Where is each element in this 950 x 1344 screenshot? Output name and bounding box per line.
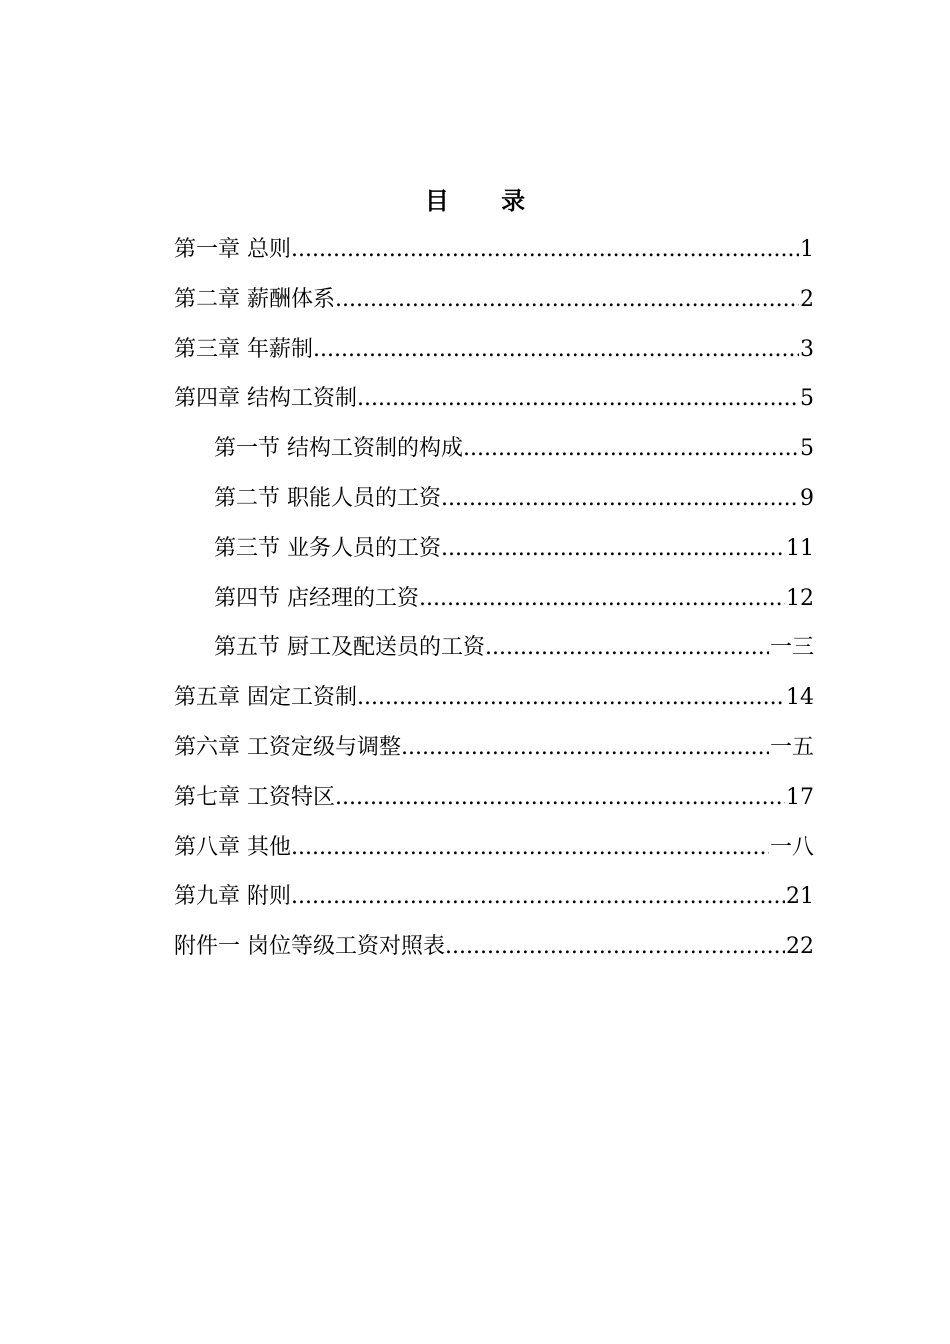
toc-entry[interactable]: [174, 581, 814, 631]
toc-entry[interactable]: [174, 332, 814, 382]
toc-entry-text: 第七章 工资特区: [174, 784, 335, 810]
toc-dot-leader: [291, 879, 785, 915]
toc-entry[interactable]: [174, 531, 814, 581]
toc-entry-text: 第四章 结构工资制: [174, 386, 357, 412]
toc-entry-text: 第二章 薪酬体系: [174, 286, 335, 312]
toc-entry-text: 附件一 岗位等级工资对照表: [174, 934, 445, 960]
toc-entry-text: 第一章 总则: [174, 237, 291, 262]
toc-dot-leader: [335, 282, 799, 318]
toc-page-number: 11: [786, 535, 814, 561]
toc-entry[interactable]: [174, 879, 814, 929]
toc-dot-leader: [485, 630, 769, 666]
toc-page-number: 一五: [769, 734, 814, 760]
toc-dot-leader: [335, 780, 785, 816]
toc-entry[interactable]: [174, 780, 814, 830]
toc-dot-leader: [463, 431, 799, 467]
toc-page-number: 22: [786, 934, 814, 960]
toc-page-number: 2: [800, 286, 814, 312]
toc-dot-leader: [357, 680, 785, 716]
toc-entry[interactable]: [174, 680, 814, 730]
toc-page-number: 3: [800, 336, 814, 362]
toc-page-number: 21: [786, 884, 814, 910]
toc-entry[interactable]: [174, 830, 814, 880]
toc-entry[interactable]: [174, 431, 814, 481]
toc-entry-text: 第二节 职能人员的工资: [214, 485, 441, 511]
toc-entry-text: 第八章 其他: [174, 834, 291, 860]
toc-page-number: 5: [800, 386, 814, 412]
toc-page-number: 一三: [769, 635, 814, 661]
toc-entry[interactable]: [174, 929, 814, 979]
toc-dot-leader: [419, 581, 785, 617]
toc-dot-leader: [441, 531, 785, 567]
toc-entry[interactable]: [174, 481, 814, 531]
toc-entry[interactable]: [174, 232, 814, 282]
toc-page-number: 9: [800, 485, 814, 511]
toc-entry-text: 第五节 厨工及配送员的工资: [214, 635, 485, 661]
toc-dot-leader: [401, 730, 769, 766]
toc-dot-leader: [445, 929, 785, 965]
toc-page-number: 14: [786, 685, 814, 711]
toc-page-number: 5: [800, 436, 814, 462]
toc-entry[interactable]: [174, 381, 814, 431]
toc-page-number: 12: [786, 585, 814, 611]
toc-entry[interactable]: [174, 282, 814, 332]
toc-dot-leader: [313, 332, 799, 368]
toc-entry-text: 第九章 附则: [174, 884, 291, 910]
toc-entry[interactable]: [174, 730, 814, 780]
toc-entry-text: 第三节 业务人员的工资: [214, 535, 441, 561]
toc-dot-leader: [441, 481, 799, 517]
toc-entry-text: 第四节 店经理的工资: [214, 585, 419, 611]
toc-dot-leader: [357, 381, 799, 417]
toc-entry-text: 第一节 结构工资制的构成: [214, 436, 463, 462]
toc-entry-text: 第五章 固定工资制: [174, 685, 357, 711]
toc-page-number: 一八: [769, 834, 814, 860]
toc-page-number: 1: [800, 237, 814, 262]
toc-entry-text: 第三章 年薪制: [174, 336, 313, 362]
toc-dot-leader: [291, 232, 799, 268]
toc-entry-text: 第六章 工资定级与调整: [174, 734, 401, 760]
toc-title: 目 录: [424, 187, 548, 215]
toc-page-number: 17: [786, 784, 814, 810]
toc-dot-leader: [291, 830, 769, 866]
table-of-contents: [174, 232, 814, 979]
toc-entry[interactable]: [174, 630, 814, 680]
